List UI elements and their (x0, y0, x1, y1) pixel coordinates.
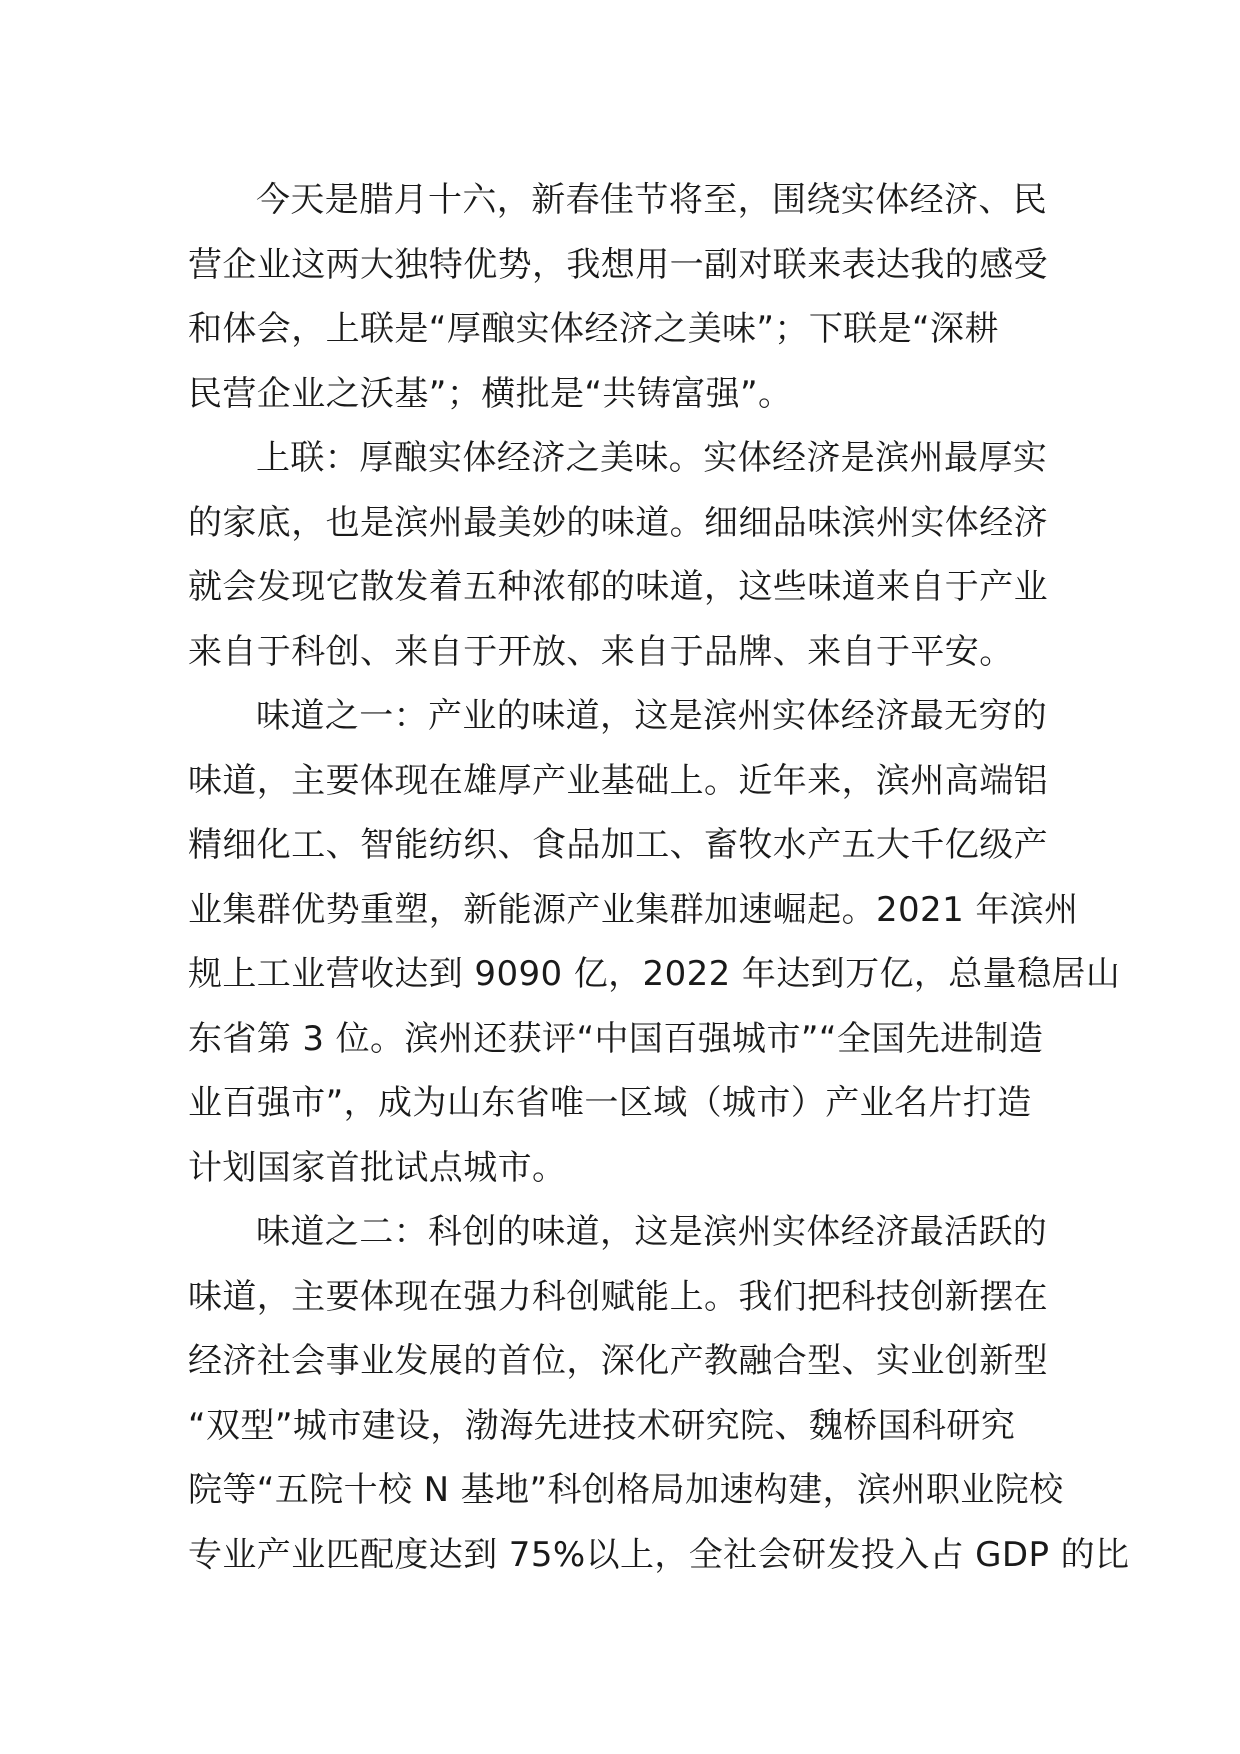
paragraph-flavor-two (188, 1200, 1130, 1587)
text-line: 味道，主要体现在雄厚产业基础上。近年来，滨州高端铝 (188, 760, 1048, 801)
text-line: 和体会，上联是“厚酿实体经济之美味”；下联是“深耕 (188, 309, 999, 349)
text-line: 精细化工、智能纺织、食品加工、畜牧水产五大千亿级产 (188, 825, 1048, 865)
text-line: 计划国家首批试点城市。 (188, 1147, 567, 1188)
text-line: 味道之二：科创的味道，这是滨州实体经济最活跃的 (256, 1212, 1048, 1252)
text-line: 味道，主要体现在强力科创赋能上。我们把科技创新摆在 (188, 1276, 1048, 1317)
text-line: 规上工业营收达到 9090 亿，2022 年达到万亿，总量稳居山 (188, 954, 1121, 994)
paragraph-intro (188, 168, 1058, 426)
paragraph-upper-couplet (188, 426, 1058, 684)
text-line: 院等“五院十校 N 基地”科创格局加速构建，滨州职业院校 (188, 1470, 1064, 1510)
text-line: 营企业这两大独特优势，我想用一副对联来表达我的感受 (188, 244, 1048, 285)
text-line: 来自于科创、来自于开放、来自于品牌、来自于平安。 (188, 631, 1014, 672)
text-line: 今天是腊月十六，新春佳节将至，围绕实体经济、民 (256, 180, 1048, 220)
text-line: 专业产业匹配度达到 75%以上，全社会研发投入占 GDP 的比 (188, 1534, 1130, 1575)
text-line: 业集群优势重塑，新能源产业集群加速崛起。2021 年滨州 (188, 889, 1079, 930)
text-line: 业百强市”，成为山东省唯一区域（城市）产业名片打造 (188, 1083, 1032, 1123)
text-line: 东省第 3 位。滨州还获评“中国百强城市”“全国先进制造 (188, 1018, 1044, 1059)
paragraph-flavor-one (188, 684, 1121, 1200)
text-line: 经济社会事业发展的首位，深化产教融合型、实业创新型 (188, 1341, 1048, 1381)
document-body (188, 168, 1130, 1587)
text-line: 民营企业之沃基”；横批是“共铸富强”。 (188, 373, 793, 414)
text-line: 上联：厚酿实体经济之美味。实体经济是滨州最厚实 (256, 438, 1048, 478)
text-line: “双型”城市建设，渤海先进技术研究院、魏桥国科研究 (188, 1405, 1016, 1446)
text-line: 味道之一：产业的味道，这是滨州实体经济最无穷的 (256, 696, 1048, 736)
text-line: 就会发现它散发着五种浓郁的味道，这些味道来自于产业 (188, 567, 1048, 607)
text-line: 的家底，也是滨州最美妙的味道。细细品味滨州实体经济 (188, 502, 1048, 543)
